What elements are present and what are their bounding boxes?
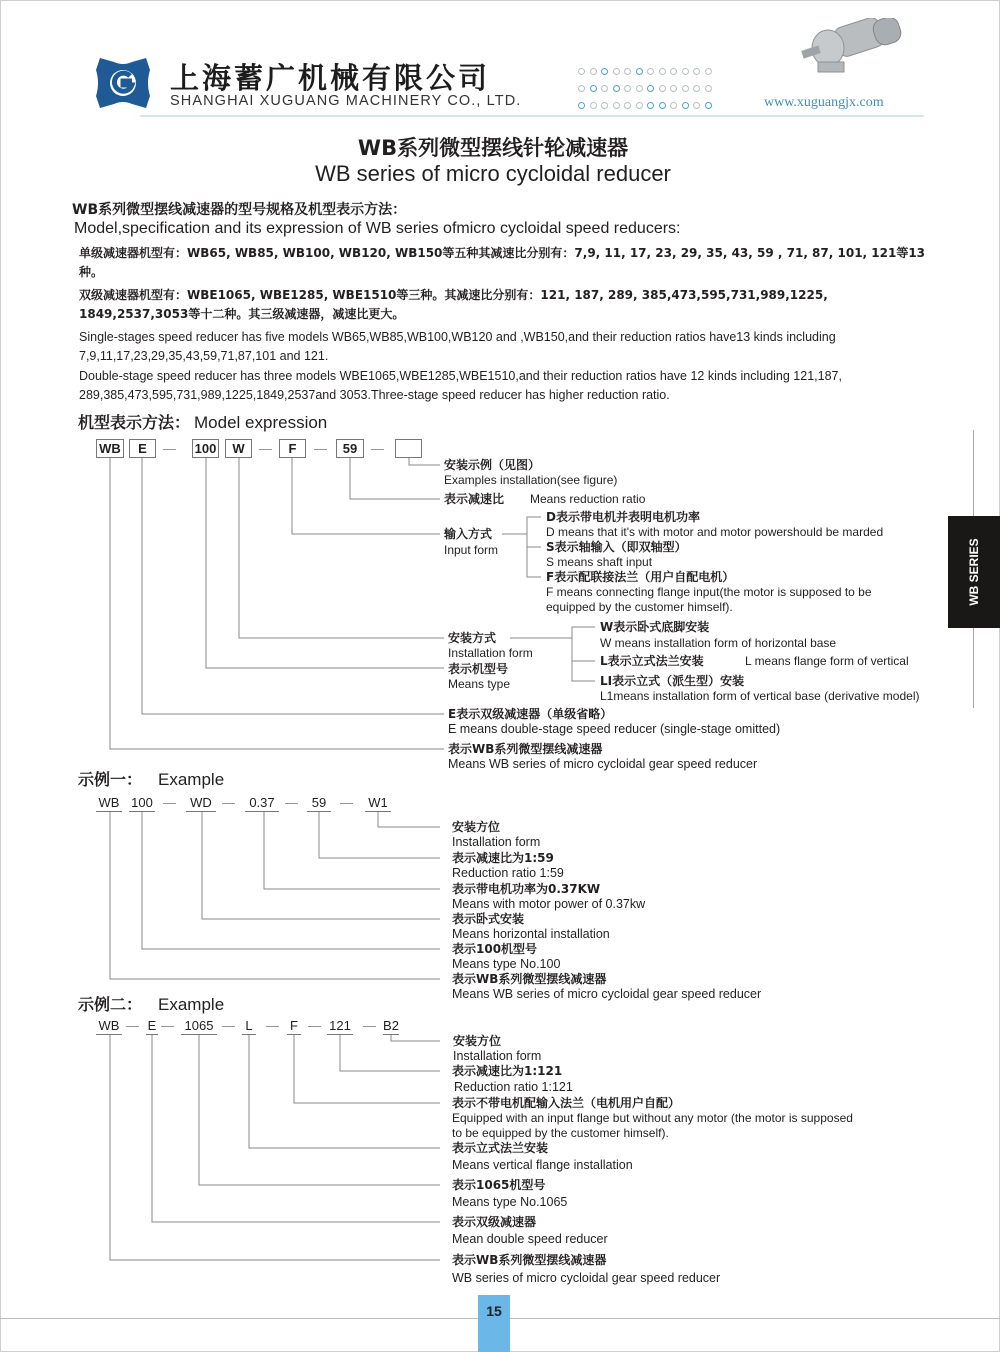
ex2-label-en: Equipped with an input flange but without any motor (the motor is supposed xyxy=(452,1111,853,1125)
code-dash: — xyxy=(163,441,176,456)
page-title-cn: WB系列微型摆线针轮减速器 xyxy=(357,136,629,160)
ex2-code: 1065 xyxy=(181,1018,217,1035)
ex2-label-cn: 表示1065机型号 xyxy=(452,1178,546,1192)
ex2-dash: — xyxy=(161,1018,174,1033)
label-ratio-cn: 表示减速比 xyxy=(444,492,505,506)
label-input-f-en-line2: equipped by the customer himself). xyxy=(546,600,733,614)
ex1-dash: — xyxy=(340,795,353,810)
ex2-dash: — xyxy=(363,1018,376,1033)
model-expression-heading-cn: 机型表示方法： xyxy=(78,413,191,432)
ex2-label-cn: 表示减速比为1:121 xyxy=(452,1064,563,1078)
side-tab-line xyxy=(973,430,974,516)
ex2-label-en: Means vertical flange installation xyxy=(452,1158,633,1172)
label-input-s-cn: S表示轴输入（即双轴型） xyxy=(546,540,687,554)
section-heading-en: Model,specification and its expression of WB series ofmicro cycloidal speed reducers: xyxy=(74,220,681,237)
ex1-code: 0.37 xyxy=(245,795,279,812)
ex1-dash: — xyxy=(163,795,176,810)
label-install-l1-cn: LI表示立式（派生型）安装 xyxy=(600,674,745,688)
model-expression-heading xyxy=(78,413,327,432)
label-input-f-en-line1: F means connecting flange input(the motor is supposed to be xyxy=(546,585,872,599)
ex2-dash: — xyxy=(308,1018,321,1033)
ex2-code: F xyxy=(287,1018,301,1035)
ex2-code: E xyxy=(147,1018,157,1033)
ex1-label-en: Installation form xyxy=(452,835,541,849)
code-box-type: 100 xyxy=(192,439,219,458)
label-install-l1-en: L1means installation form of vertical base (derivative model) xyxy=(600,689,920,703)
code-box-input: F xyxy=(279,439,306,458)
ex2-label-cn: 表示不带电机配输入法兰（电机用户自配） xyxy=(452,1096,681,1110)
ex2-label-cn: 表示WB系列微型摆线减速器 xyxy=(452,1253,607,1267)
label-wb-cn: 表示WB系列微型摆线减速器 xyxy=(448,742,603,756)
ex2-label-en: Means type No.1065 xyxy=(452,1195,568,1209)
label-install-w-cn: W表示卧式底脚安装 xyxy=(600,620,710,634)
example2-heading xyxy=(78,995,224,1014)
ex1-label-cn: 表示100机型号 xyxy=(452,942,538,956)
ex2-dash: — xyxy=(126,1018,139,1033)
ex1-code: 100 xyxy=(129,795,155,812)
ex2-label-cn: 表示立式法兰安装 xyxy=(452,1141,549,1155)
ex1-code: 59 xyxy=(307,795,331,812)
ex1-dash: — xyxy=(222,795,235,810)
label-input-d-cn: D表示带电机并表明电机功率 xyxy=(546,510,700,524)
ex1-label-cn: 安装方位 xyxy=(452,820,501,834)
reducer-product-image xyxy=(794,18,910,80)
ex1-code: W1 xyxy=(365,795,391,812)
example1-heading-en: Example xyxy=(158,770,225,789)
example2-heading-en: Example xyxy=(158,995,225,1014)
label-e-cn: E表示双级减速器（单级省略） xyxy=(448,707,613,721)
code-box-stage: E xyxy=(129,439,156,458)
ex2-label-cn: 安装方位 xyxy=(453,1034,502,1048)
ex2-code: B2 xyxy=(383,1018,399,1033)
ex2-code: 121 xyxy=(327,1018,353,1035)
side-tab-label: WB SERIES xyxy=(967,538,981,606)
code-dash: — xyxy=(314,441,327,456)
ex1-label-en: Means horizontal installation xyxy=(452,927,610,941)
header-divider xyxy=(140,115,924,117)
ex2-code: WB xyxy=(96,1018,122,1035)
code-dash: — xyxy=(371,441,384,456)
label-input-en: Input form xyxy=(444,543,499,557)
decorative-dots xyxy=(578,63,758,114)
label-install-example-cn: 安装示例（见图） xyxy=(444,458,541,472)
code-box-example xyxy=(395,439,422,458)
ex1-label-en: Means type No.100 xyxy=(452,957,561,971)
company-name-en: SHANGHAI XUGUANG MACHINERY CO., LTD. xyxy=(170,93,522,109)
ex2-code: L xyxy=(242,1018,256,1035)
double-stage-paragraph-en: Double-stage speed reducer has three models WBE1065,WBE1285,WBE1510,and their reduction ratios have 12 kinds including 121,187, 289,385,473,595,731,989,1225,1849,2537and 3053.Three-stage speed reducer has higher reduction ratio. xyxy=(79,369,842,402)
model-expression-heading-en: Model expression xyxy=(194,413,328,432)
label-install-l-cn: L表示立式法兰安装 xyxy=(600,654,704,668)
side-tab-line xyxy=(973,628,974,708)
label-ratio-en: Means reduction ratio xyxy=(530,492,646,506)
ex1-label-en: Means with motor power of 0.37kw xyxy=(452,897,646,911)
example1-heading xyxy=(78,770,224,789)
ex2-label-en: Mean double speed reducer xyxy=(452,1232,608,1246)
ex2-dash: — xyxy=(266,1018,279,1033)
ex1-label-cn: 表示带电机功率为0.37KW xyxy=(452,882,601,896)
company-logo xyxy=(92,56,154,110)
side-tab-wb-series[interactable] xyxy=(948,516,1000,628)
single-stage-paragraph-cn: 单级减速器机型有：WB65, WB85, WB100, WB120, WB150等五种其减速比分别有：7,9, 11, 17, 23, 29, 35, 43, 59 , 71, 87, 101, 121等13种。 xyxy=(79,246,926,279)
label-type-en: Means type xyxy=(448,677,511,691)
label-install-l-en: L means flange form of vertical xyxy=(745,654,909,668)
single-stage-paragraph-en: Single-stages speed reducer has five models WB65,WB85,WB100,WB120 and ,WB150,and their reduction ratios have13 kinds including 7,9,11,17,23,29,35,43,59,71,87,101 and 121. xyxy=(79,330,836,363)
label-type-cn: 表示机型号 xyxy=(448,662,509,676)
page-number: 15 xyxy=(478,1295,510,1352)
code-box-series: WB xyxy=(96,439,124,458)
code-dash: — xyxy=(259,441,272,456)
ex1-label-en: Reduction ratio 1:59 xyxy=(452,866,564,880)
ex2-label-en: WB series of micro cycloidal gear speed reducer xyxy=(452,1271,721,1285)
double-stage-paragraph-cn: 双级减速器机型有：WBE1065, WBE1285, WBE1510等三种。其减速比分别有：121, 187, 289, 385,473,595,731,989,1225, 1849,2537,3053等十二种。其三级减速器，减速比更大。 xyxy=(79,288,828,321)
section-heading-cn: WB系列微型摆线减速器的型号规格及机型表示方法： xyxy=(72,202,407,218)
label-install-example-en: Examples installation(see figure) xyxy=(444,473,618,487)
code-box-ratio: 59 xyxy=(336,439,364,458)
label-install-cn: 安装方式 xyxy=(448,631,497,645)
label-install-en: Installation form xyxy=(448,646,533,660)
ex2-label-cn: 表示双级减速器 xyxy=(452,1215,537,1229)
example1-heading-cn: 示例一： xyxy=(78,770,143,789)
label-input-s-en: S means shaft input xyxy=(546,555,653,569)
ex1-dash: — xyxy=(285,795,298,810)
ex1-label-en: Means WB series of micro cycloidal gear speed reducer xyxy=(452,987,762,1001)
ex1-code: WD xyxy=(186,795,216,812)
label-wb-en: Means WB series of micro cycloidal gear speed reducer xyxy=(448,757,758,771)
page-title-en: WB series of micro cycloidal reducer xyxy=(315,161,671,186)
label-install-w-en: W means installation form of horizontal base xyxy=(600,636,837,650)
label-input-cn: 输入方式 xyxy=(444,527,493,541)
ex1-code: WB xyxy=(96,795,122,812)
ex2-label-en: Reduction ratio 1:121 xyxy=(454,1080,573,1094)
ex2-dash: — xyxy=(222,1018,235,1033)
ex1-label-cn: 表示减速比为1:59 xyxy=(452,851,554,865)
ex1-label-cn: 表示WB系列微型摆线减速器 xyxy=(452,972,607,986)
label-input-f-cn: F表示配联接法兰（用户自配电机） xyxy=(546,570,735,584)
company-name-cn: 上海蓄广机械有限公司 xyxy=(170,61,491,95)
ex1-label-cn: 表示卧式安装 xyxy=(452,912,525,926)
label-e-en: E means double-stage speed reducer (single-stage omitted) xyxy=(448,722,781,736)
website-link[interactable]: www.xuguangjx.com xyxy=(764,95,884,110)
code-box-install: W xyxy=(225,439,252,458)
example2-heading-cn: 示例二： xyxy=(78,995,143,1014)
ex2-label-en-line2: to be equipped by the customer himself). xyxy=(452,1126,669,1140)
ex2-label-en: Installation form xyxy=(453,1049,542,1063)
label-input-d-en: D means that it's with motor and motor powershould be marded xyxy=(546,525,884,539)
